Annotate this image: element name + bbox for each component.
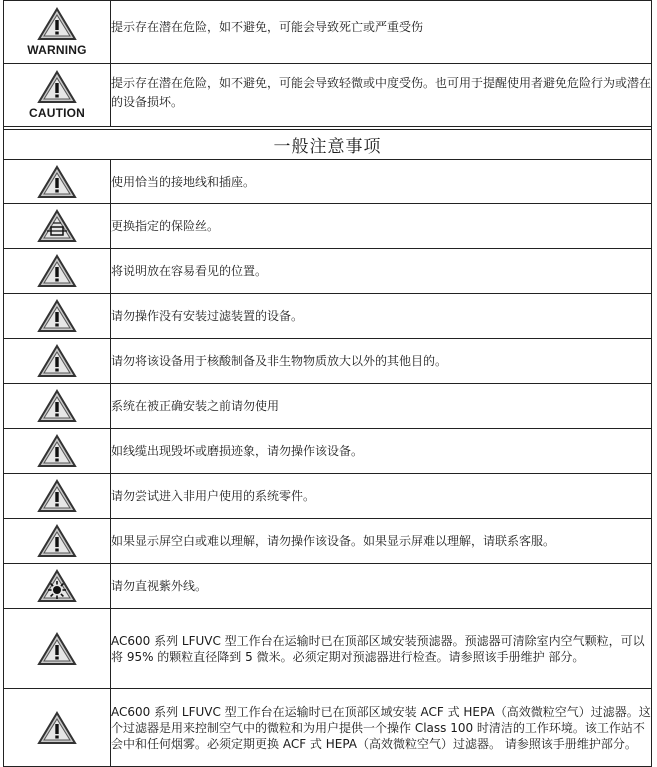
warning-triangle-icon xyxy=(37,344,77,378)
precaution-row xyxy=(4,160,652,204)
precaution-text: 系统在被正确安装之前请勿使用 xyxy=(111,384,652,429)
caution-row xyxy=(4,64,652,127)
caution-symbol-cell xyxy=(4,64,111,127)
section-title: 一般注意事项 xyxy=(4,130,652,160)
warning-triangle-icon xyxy=(37,299,77,333)
precaution-text: 更换指定的保险丝。 xyxy=(111,204,652,249)
warning-triangle-icon xyxy=(37,524,77,558)
precaution-symbol-cell xyxy=(4,294,111,339)
warning-label: WARNING xyxy=(27,43,87,57)
caution-label: CAUTION xyxy=(28,106,86,120)
precaution-symbol-cell xyxy=(4,564,111,609)
precaution-row xyxy=(4,564,652,609)
precaution-row xyxy=(4,249,652,294)
precaution-text: 请勿尝试进入非用户使用的系统零件。 xyxy=(111,474,652,519)
precaution-row xyxy=(4,474,652,519)
warning-triangle-icon xyxy=(37,165,77,199)
precaution-list xyxy=(4,160,652,767)
precaution-symbol-cell xyxy=(4,519,111,564)
precaution-text: AC600 系列 LFUVC 型工作台在运输时已在顶部区域安装预滤器。预滤器可清除室内空气颗粒，可以将 95% 的颗粒直径降到 5 微米。必须定期对预滤器进行检查。请参照该手册维护 部分。 xyxy=(111,609,652,689)
warning-row xyxy=(4,1,652,64)
precaution-row xyxy=(4,339,652,384)
warning-triangle-icon xyxy=(37,632,77,666)
precaution-row xyxy=(4,384,652,429)
precaution-row xyxy=(4,689,652,767)
precaution-symbol-cell xyxy=(4,339,111,384)
precaution-row xyxy=(4,294,652,339)
fuse-triangle-icon xyxy=(37,209,77,243)
caution-text: 提示存在潜在危险，如不避免，可能会导致轻微或中度受伤。也可用于提醒使用者避免危险行为或潜在的设备损坏。 xyxy=(111,64,652,127)
precaution-symbol-cell xyxy=(4,204,111,249)
warning-triangle-icon xyxy=(37,479,77,513)
warning-triangle-icon xyxy=(37,434,77,468)
warning-triangle-icon xyxy=(37,254,77,288)
precaution-text: 将说明放在容易看见的位置。 xyxy=(111,249,652,294)
precaution-symbol-cell xyxy=(4,249,111,294)
precaution-text: 请勿操作没有安装过滤装置的设备。 xyxy=(111,294,652,339)
warning-triangle-icon xyxy=(37,70,77,104)
precaution-symbol-cell xyxy=(4,689,111,767)
precaution-text: AC600 系列 LFUVC 型工作台在运输时已在顶部区域安装 ACF 式 HEPA（高效微粒空气）过滤器。这个过滤器是用来控制空气中的微粒和为用户提供一个操作 Class 100 时清洁的工作环境。该工作站不会中和任何烟雾。必须定期更换 ACF 式 HEPA（高效微粒空气）过滤器。 请参照该手册维护部分。 xyxy=(111,689,652,767)
warning-triangle-icon xyxy=(37,711,77,745)
precaution-row xyxy=(4,429,652,474)
precaution-row xyxy=(4,519,652,564)
warning-symbol-cell xyxy=(4,1,111,64)
safety-table xyxy=(3,0,652,767)
precaution-symbol-cell xyxy=(4,384,111,429)
precaution-text: 请勿直视紫外线。 xyxy=(111,564,652,609)
precaution-symbol-cell xyxy=(4,429,111,474)
precaution-text: 使用恰当的接地线和插座。 xyxy=(111,160,652,204)
precaution-row xyxy=(4,204,652,249)
section-heading-row xyxy=(4,130,652,160)
precaution-text: 如线缆出现毁坏或磨损迹象，请勿操作该设备。 xyxy=(111,429,652,474)
precaution-text: 请勿将该设备用于核酸制备及非生物物质放大以外的其他目的。 xyxy=(111,339,652,384)
precaution-symbol-cell xyxy=(4,474,111,519)
warning-triangle-icon xyxy=(37,7,77,41)
precaution-row xyxy=(4,609,652,689)
precaution-symbol-cell xyxy=(4,609,111,689)
precaution-symbol-cell xyxy=(4,160,111,204)
warning-triangle-icon xyxy=(37,389,77,423)
uv-triangle-icon xyxy=(37,569,77,603)
precaution-text: 如果显示屏空白或难以理解，请勿操作该设备。如果显示屏难以理解，请联系客服。 xyxy=(111,519,652,564)
warning-text: 提示存在潜在危险，如不避免，可能会导致死亡或严重受伤 xyxy=(111,1,652,64)
